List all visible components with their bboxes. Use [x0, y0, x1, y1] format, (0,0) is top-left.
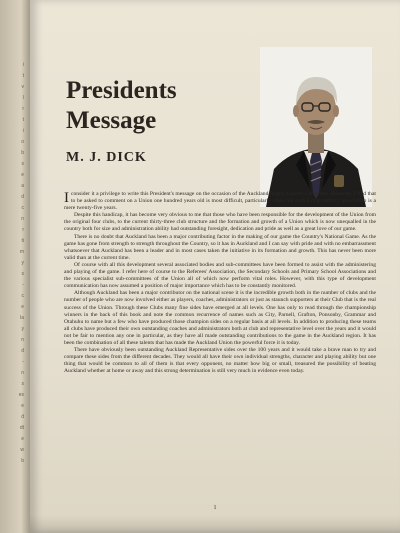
document-page [30, 0, 400, 533]
facing-page-text-fragments: i t v l r t i o b s e a d c n r ti m y s - c e la y n d - n s es e d dt e w b [18, 62, 24, 464]
article-paragraph: There have obviously been outstanding Auckland Representative sides over the 100 years and it would take a brave man to try and compare these sides from the different decades. They would all have their own individual strengths, character and playing ability but one thing that would be common to all of them is that every opponent, no matter how big or small, treasured the possibility of beating Auckland whether at home or away and this strong determination is still very much in evidence even today. [64, 347, 376, 375]
article-paragraph: Of course with all this development several associated bodies and sub-committees have been formed to assist with the administering and playing of the game. I refer here of course to the Referees' Association, the Secondary Schools and Primary School Associations and the various specialist sub-committees of the Union all of which now perform vital roles. However, with this type of development communication has now assumed a position of major importance which has to be constantly monitored. [64, 261, 376, 290]
drop-cap: I [64, 190, 69, 206]
page-title: Presidents Message [66, 77, 177, 134]
article-body [64, 191, 376, 375]
article-paragraph: There is no doubt that Auckland has been a major contributing factor in the making of our game the Country's National Game. As the game has gone from strength to strength throughout the Country, so it has in Auckland and I can say with pride and with no embarrassment whatsoever that Auckland has been a leader and in most cases taken the initiative in its formation and growth. This has never been more valid than at the current time. [64, 233, 376, 261]
author-name: M. J. DICK [66, 150, 147, 165]
page-bottom-shadow [30, 515, 400, 533]
article-paragraph: Despite this handicap, it has become very obvious to me that those who have been responsible for the development of the Union from the original four clubs, to the current thirty-three club structure and the formation and growth of a Union which is now unequalled in the country both for size and administration ability had outstanding foresight, dedication and pride as well as a great love of our game. [64, 212, 376, 233]
facing-page-edge [0, 0, 30, 533]
article-paragraph: Iconsider it a privilege to write this President's message on the occasion of the Auckland Rugby Union's Centenary. However, I find that to be asked to comment on a Union one hundred years old is most difficult, particularly when my own living memory association is a mere twenty-five years. [64, 190, 376, 212]
page-number: 1 [213, 505, 217, 511]
author-portrait-photo [260, 47, 372, 207]
article-paragraph: Although Auckland has been a major contributor on the national scene it is the incredible growth both in the number of clubs and the number of people who are now involved either as players, coaches, administrators or just as staunch supporters at their Club that is the real success of the Union. Through these Clubs many fine sides have emerged at all levels. One has only to read through the championship winners in the back of this book and note the common recurrence of names such as City, Parnell, Grafton, Ponsonby, Grammar and Otahuhu to name but a few who have produced those champion sides on a regular basis at all levels. In addition to producing these teams all clubs have produced their own outstanding coaches and administrators both at club and representative level over the years and it would not be fair to mention any one in particular, as they have all made outstanding contributions to the game in the Auckland region. It has been the combination of all these talents that has made the Auckland Union the powerful force it is today. [64, 290, 376, 346]
